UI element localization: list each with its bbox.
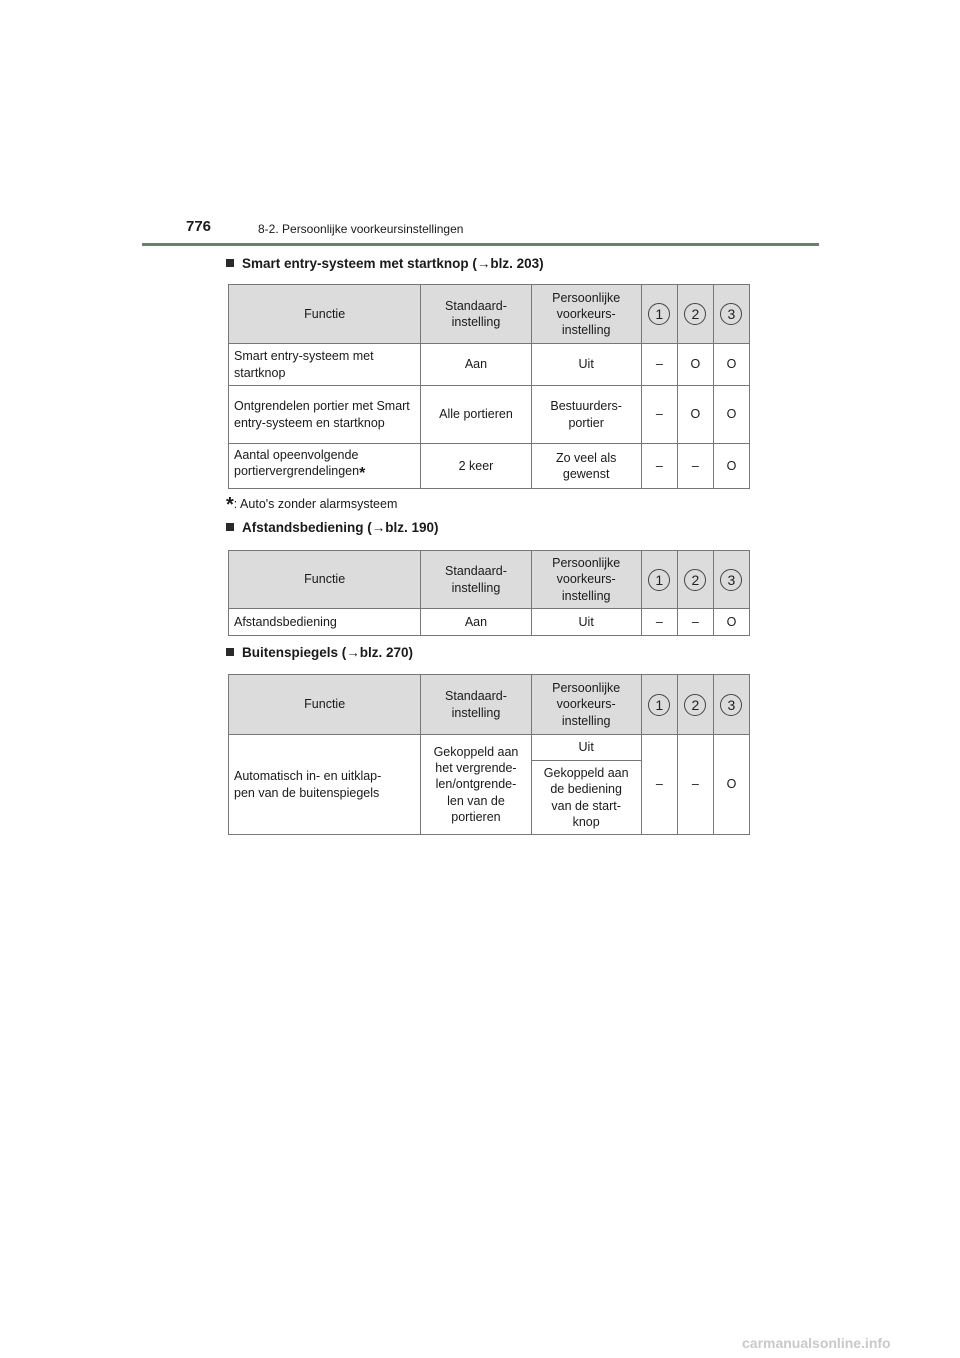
col-standaard: Standaard- instelling — [421, 675, 531, 735]
cell-functie: Ontgrendelen portier met Smart entry-systeem en startknop — [229, 386, 421, 444]
circle-3-icon: 3 — [720, 569, 742, 591]
footnote — [226, 494, 397, 517]
arrow-icon: → — [346, 645, 360, 660]
cell-persoonlijk: Bestuurders- portier — [531, 386, 641, 444]
cell-persoonlijk: Uit — [531, 609, 641, 636]
circle-3-icon: 3 — [720, 303, 742, 325]
cell-persoonlijk: Uit — [531, 344, 641, 386]
afstandsbediening-table — [228, 550, 750, 636]
cell-mark: – — [641, 609, 677, 636]
heading-buitenspiegels — [226, 645, 413, 660]
watermark: carmanualsonline.info — [742, 1335, 891, 1351]
cell-mark: O — [713, 344, 749, 386]
circle-2-icon: 2 — [684, 569, 706, 591]
circle-2-icon: 2 — [684, 303, 706, 325]
square-bullet-icon — [226, 523, 234, 531]
cell-functie-text: Aantal opeenvolgende portiervergrendelingen — [234, 448, 360, 479]
table-row — [229, 735, 750, 761]
heading-afstandsbediening — [226, 520, 439, 535]
circle-3-icon: 3 — [720, 694, 742, 716]
cell-mark: O — [713, 386, 749, 444]
table-row — [229, 344, 750, 386]
cell-mark: O — [677, 386, 713, 444]
page-reference-link[interactable]: blz. 203) — [490, 256, 544, 271]
header-rule — [142, 243, 819, 246]
cell-mark: O — [713, 444, 749, 489]
col-functie: Functie — [229, 551, 421, 609]
heading-text: Smart entry-systeem met startknop ( — [242, 256, 477, 271]
cell-persoonlijk: Gekoppeld aan de bediening van de start- knop — [531, 761, 641, 835]
col-persoonlijk: Persoonlijke voorkeurs- instelling — [531, 551, 641, 609]
heading-text: Afstandsbediening ( — [242, 520, 372, 535]
cell-mark: O — [677, 344, 713, 386]
page-reference-link[interactable]: blz. 270) — [359, 645, 414, 660]
cell-functie — [229, 444, 421, 489]
col-standaard: Standaard- instelling — [421, 551, 531, 609]
circle-1-icon: 1 — [648, 694, 670, 716]
circle-1-icon: 1 — [648, 303, 670, 325]
cell-functie: Smart entry-systeem met startknop — [229, 344, 421, 386]
footnote-marker: * — [359, 465, 366, 483]
cell-standaard: Alle portieren — [421, 386, 531, 444]
footnote-text: : Auto's zonder alarmsysteem — [233, 497, 398, 511]
cell-persoonlijk: Zo veel als gewenst — [531, 444, 641, 489]
arrow-icon: → — [371, 520, 386, 535]
cell-standaard: Aan — [421, 609, 531, 636]
heading-smart-entry — [226, 256, 544, 271]
table-header-row — [229, 551, 750, 609]
cell-standaard: Aan — [421, 344, 531, 386]
circle-2-icon: 2 — [684, 694, 706, 716]
col-persoonlijk: Persoonlijke voorkeurs- instelling — [531, 285, 641, 344]
cell-mark: – — [641, 344, 677, 386]
cell-standaard: Gekoppeld aan het vergrende- len/ontgrende- len van de portieren — [421, 735, 531, 835]
page-number: 776 — [186, 218, 212, 235]
table-header-row — [229, 675, 750, 735]
footnote-star: * — [226, 494, 234, 516]
square-bullet-icon — [226, 648, 234, 656]
circle-1-icon: 1 — [648, 569, 670, 591]
cell-mark: O — [713, 609, 749, 636]
cell-functie: Automatisch in- en uitklap- pen van de buitenspiegels — [229, 735, 421, 835]
cell-mark: – — [641, 735, 677, 835]
table-header-row — [229, 285, 750, 344]
cell-functie: Afstandsbediening — [229, 609, 421, 636]
page-reference-link[interactable]: blz. 190) — [385, 520, 439, 535]
cell-mark: O — [713, 735, 749, 835]
cell-persoonlijk: Uit — [531, 735, 641, 761]
col-persoonlijk: Persoonlijke voorkeurs- instelling — [531, 675, 641, 735]
table-row — [229, 609, 750, 636]
arrow-icon: → — [476, 256, 491, 271]
cell-mark: – — [677, 735, 713, 835]
buitenspiegels-table — [228, 674, 750, 835]
cell-mark: – — [641, 386, 677, 444]
col-standaard: Standaard- instelling — [421, 285, 531, 344]
cell-mark: – — [677, 444, 713, 489]
heading-text: Buitenspiegels ( — [242, 645, 347, 660]
section-title: 8-2. Persoonlijke voorkeursinstellingen — [258, 222, 464, 236]
col-functie: Functie — [229, 285, 421, 344]
table-row — [229, 386, 750, 444]
cell-mark: – — [677, 609, 713, 636]
smart-entry-table — [228, 284, 750, 489]
cell-mark: – — [641, 444, 677, 489]
cell-standaard: 2 keer — [421, 444, 531, 489]
table-row — [229, 444, 750, 489]
col-functie: Functie — [229, 675, 421, 735]
square-bullet-icon — [226, 259, 234, 267]
